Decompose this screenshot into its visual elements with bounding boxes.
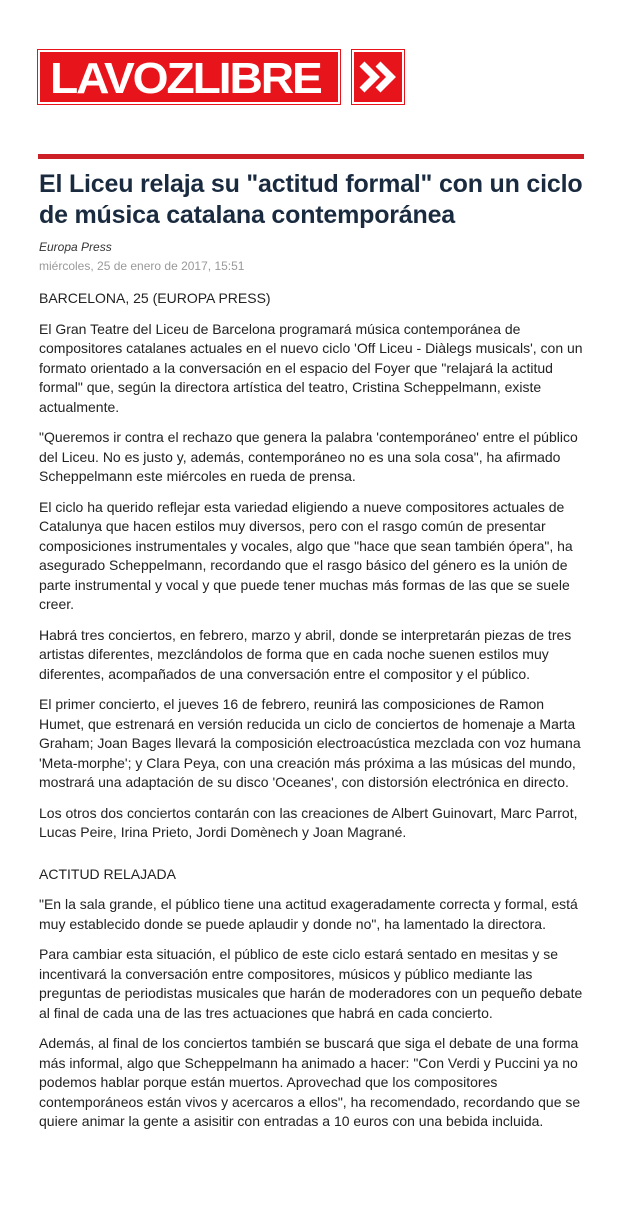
article-body [39,289,589,1143]
double-chevron-right-icon [352,50,404,104]
article-paragraph: "En la sala grande, el público tiene una actitud exageradamente correcta y formal, está muy establecido donde se puede aplaudir y donde no", ha lamentado la directora. [39,896,578,932]
article-paragraph: El Gran Teatre del Liceu de Barcelona programará música contemporánea de compositores catalanes actuales en el nuevo ciclo 'Off Liceu - Diàlegs musicals', con un formato orientado a la conversación en el espacio del Foyer que "relajará la actitud formal" que, según la directora artística del teatro, Cristina Scheppelmann, existe actualmente. [39,320,583,415]
article-paragraph: Para cambiar esta situación, el público de este ciclo estará sentado en mesitas y se incentivará la conversación entre compositores, músicos y público mediante las preguntas de periodistas musicales que harán de moderadores con un pequeño debate al final de cada una de las tres actuaciones que habrá en cada concierto. [39,946,583,1021]
article-paragraph: Habrá tres conciertos, en febrero, marzo y abril, donde se interpretarán piezas de tres artistas diferentes, mezclándolos de forma que en cada noche suenen estilos muy diferentes, acompañados de una conversación entre el compositor y el público. [39,626,572,682]
site-logo[interactable] [38,50,404,104]
header-divider [38,154,584,159]
article-paragraph: Los otros dos conciertos contarán con las creaciones de Albert Guinovart, Marc Parrot, Lucas Peire, Irina Prieto, Jordi Domènech y Joan Magrané. [39,804,578,840]
section-heading: ACTITUD RELAJADA [39,865,176,882]
article-paragraph: El ciclo ha querido reflejar esta variedad eligiendo a nueve compositores actuales de Catalunya que hacen estilos muy diversos, pero con el rasgo común de presentar composiciones instrumentales y vocales, algo que "hace que sean también ópera", ha asegurado Scheppelmann, recordando que el rasgo básico del género es la unión de parte instrumental y vocal y que puede tener muchas más formas de las que se suele creer. [39,498,573,612]
article-headline: El Liceu relaja su "actitud formal" con un ciclo de música catalana contemporánea [39,170,583,229]
article-paragraph: Además, al final de los conciertos también se buscará que siga el debate de una forma más informal, algo que Scheppelmann ha animado a hacer: "Con Verdi y Puccini ya no podemos hablar porque están muertos. Aprovechad que los compositores contemporáneos están vivos y acercaros a ellos", ha recomendado, recordando que se quiere animar la gente a asisitir con entradas a 10 euros con una bebida incluida. [39,1035,581,1129]
article-date: miércoles, 25 de enero de 2017, 15:51 [39,259,245,273]
logo-wordmark [38,50,340,104]
article-source: Europa Press [39,240,112,254]
article-paragraph: El primer concierto, el jueves 16 de febrero, reunirá las composiciones de Ramon Humet, que estrenará en versión reducida un ciclo de conciertos de homenaje a Marta Graham; Joan Bages llevará la composición electroacústica mezclada con voz humana 'Meta-morphe'; y Clara Peya, con una creación más próxima a las músicas del mundo, mostrará una adaptación de su disco 'Oceanes', con distorsión electrónica en directo. [39,696,581,790]
logo-text: LAVOZLIBRE [50,54,321,103]
dateline: BARCELONA, 25 (EUROPA PRESS) [39,290,271,306]
article-paragraph: "Queremos ir contra el rechazo que genera la palabra 'contemporáneo' entre el público del Liceu. No es justo y, además, contemporáneo no es una sola cosa", ha afirmado Scheppelmann este miércoles en rueda de prensa. [39,429,578,484]
